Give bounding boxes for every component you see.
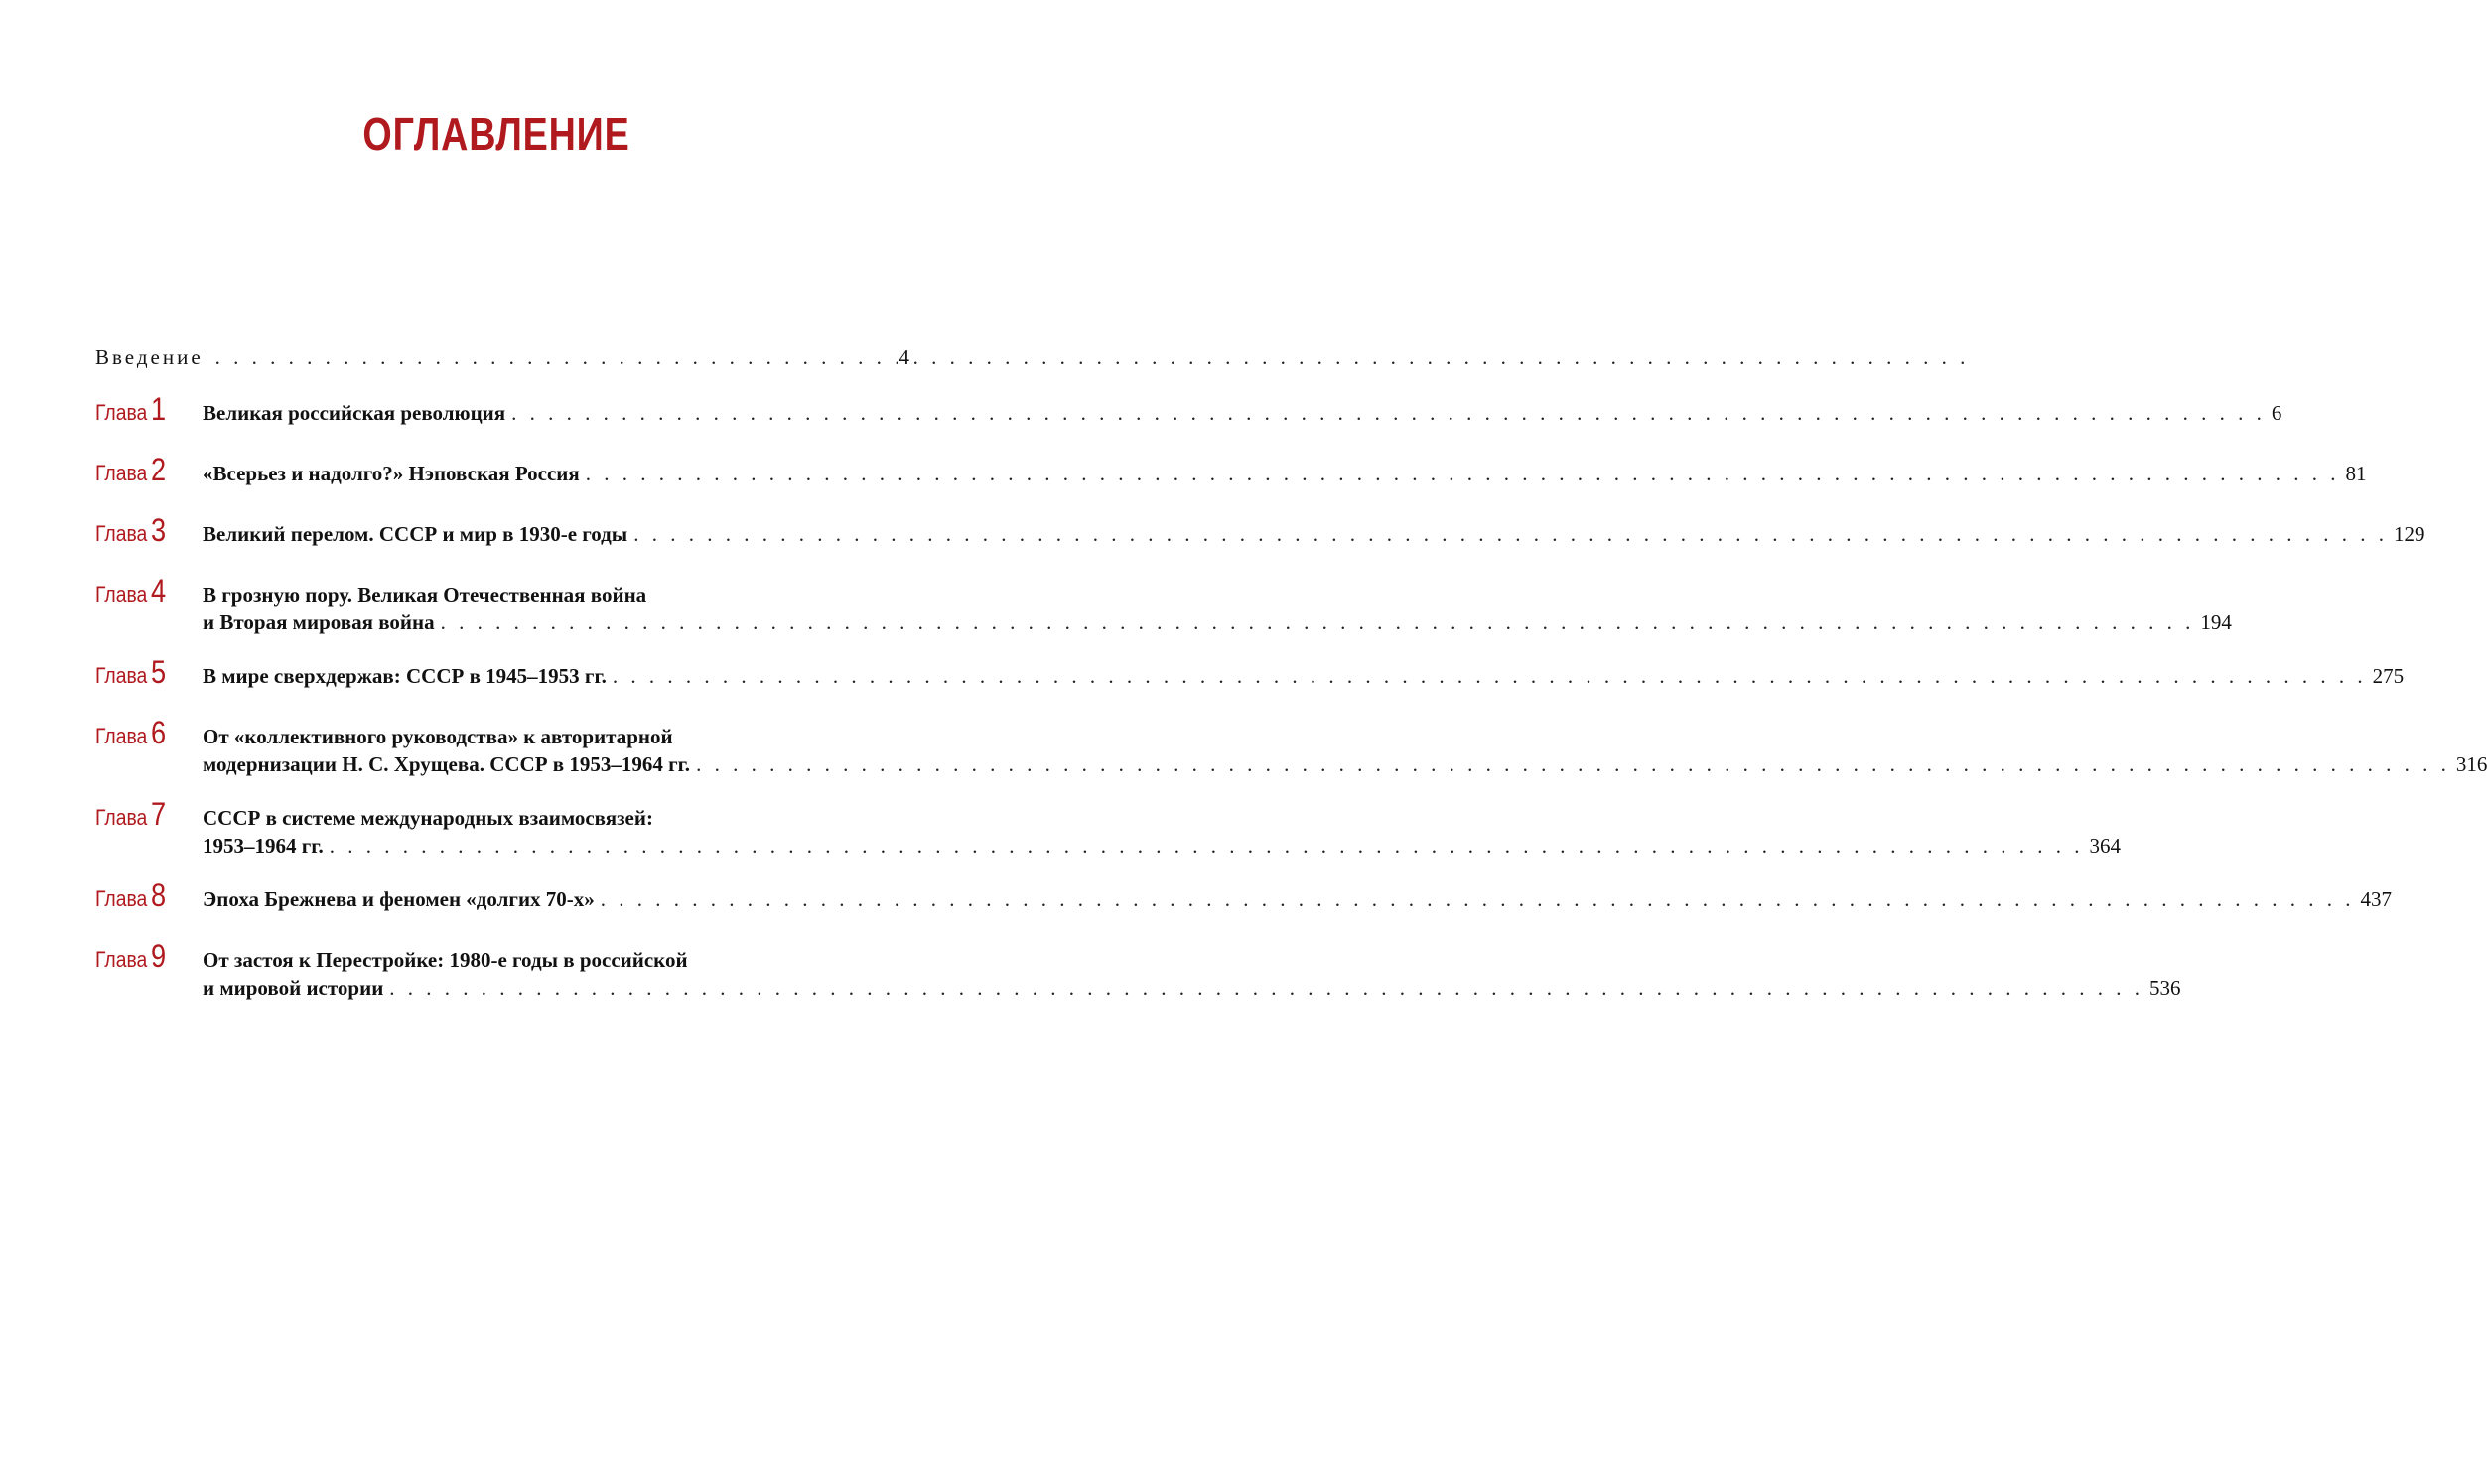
chapter-word: Глава: [95, 400, 148, 425]
page-number: 437: [2360, 887, 2393, 911]
chapter-number: 3: [150, 512, 167, 548]
dot-leader: [601, 885, 2355, 913]
chapter-label: [95, 715, 203, 753]
chapter-word: Глава: [95, 947, 148, 972]
chapter-word: Глава: [95, 582, 148, 607]
chapter-label: [95, 512, 203, 551]
page-number: 4: [898, 345, 909, 369]
toc-entry-chapter-4[interactable]: [95, 573, 2232, 636]
dot-leader: [613, 662, 2367, 690]
introduction-label: Введение: [95, 345, 204, 369]
dot-leader: [586, 460, 2340, 487]
dot-leader: [696, 750, 2450, 778]
page-title: ОГЛАВЛЕНИЕ: [362, 108, 630, 160]
chapter-word: Глава: [95, 461, 148, 485]
chapter-title: Великий перелом. СССР и мир в 1930-е годы: [203, 522, 628, 546]
page-number: 81: [2345, 462, 2367, 485]
chapter-word: Глава: [95, 724, 148, 748]
chapter-label: [95, 654, 203, 693]
chapter-title-line: От «коллективного руководства» к авторитарной: [203, 725, 673, 748]
toc-entry-chapter-1[interactable]: [95, 391, 2282, 434]
page-number: 364: [2089, 834, 2121, 858]
dot-leader: [215, 345, 894, 370]
chapter-number: 6: [150, 715, 167, 750]
page-number: 316: [2455, 752, 2487, 776]
toc-entry-chapter-7[interactable]: [95, 796, 2121, 860]
chapter-label: [95, 573, 203, 611]
chapter-number: 8: [150, 877, 167, 913]
chapter-number: 5: [150, 654, 167, 690]
toc-entry-chapter-3[interactable]: [95, 512, 2425, 555]
chapter-number: 1: [150, 391, 167, 427]
chapter-title: Великая российская революция: [203, 401, 506, 425]
chapter-label: [95, 877, 203, 916]
chapter-number: 7: [150, 796, 167, 832]
table-of-contents: [95, 345, 2487, 1027]
dot-leader: [389, 974, 2143, 1002]
chapter-title: и Вторая мировая война: [203, 610, 435, 634]
toc-entry-chapter-8[interactable]: [95, 877, 2393, 920]
chapter-title: «Всерьез и надолго?» Нэповская Россия: [203, 462, 580, 485]
toc-entry-chapter-2[interactable]: [95, 452, 2367, 494]
toc-entry-chapter-6[interactable]: [95, 715, 2487, 778]
dot-leader: [633, 520, 2388, 548]
page-number: 275: [2372, 664, 2405, 688]
chapter-title: Эпоха Брежнева и феномен «долгих 70-х»: [203, 887, 595, 911]
chapter-label: [95, 452, 203, 490]
chapter-title: и мировой истории: [203, 976, 384, 1000]
chapter-word: Глава: [95, 521, 148, 546]
chapter-word: Глава: [95, 805, 148, 830]
chapter-title: модернизации Н. С. Хрущева. СССР в 1953–1964 гг.: [203, 752, 691, 776]
toc-entry-introduction[interactable]: [95, 345, 909, 385]
dot-leader: [330, 832, 2084, 860]
dot-leader: [511, 399, 2266, 427]
page-number: 194: [2200, 610, 2232, 634]
dot-leader: [441, 608, 2195, 636]
chapter-title-line: СССР в системе международных взаимосвязей:: [203, 806, 653, 830]
page-number: 6: [2271, 401, 2282, 425]
chapter-word: Глава: [95, 663, 148, 688]
chapter-title: В мире сверхдержав: СССР в 1945–1953 гг.: [203, 664, 607, 688]
chapter-number: 4: [150, 573, 167, 608]
chapter-label: [95, 391, 203, 430]
chapter-number: 9: [150, 938, 167, 974]
page-number: 129: [2393, 522, 2425, 546]
toc-entry-chapter-5[interactable]: [95, 654, 2405, 697]
page-number: 536: [2149, 976, 2181, 1000]
chapter-label: [95, 796, 203, 835]
toc-entry-chapter-9[interactable]: [95, 938, 2181, 1002]
chapter-number: 2: [150, 452, 167, 487]
chapter-title-line: В грозную пору. Великая Отечественная война: [203, 583, 647, 607]
chapter-title: 1953–1964 гг.: [203, 834, 324, 858]
chapter-word: Глава: [95, 886, 148, 911]
chapter-title-line: От застоя к Перестройке: 1980-е годы в российской: [203, 948, 688, 972]
chapter-label: [95, 938, 203, 977]
